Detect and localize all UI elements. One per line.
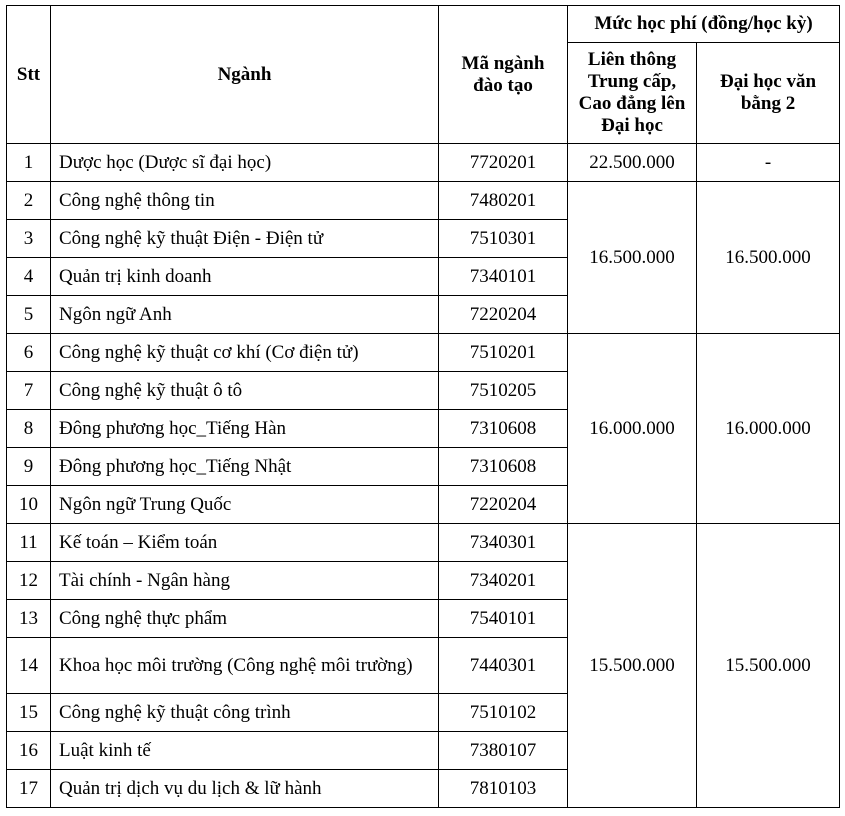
cell-nganh: Công nghệ kỹ thuật Điện - Điện tử: [51, 220, 439, 258]
cell-nganh: Quản trị dịch vụ du lịch & lữ hành: [51, 770, 439, 808]
cell-nganh: Quản trị kinh doanh: [51, 258, 439, 296]
cell-ma-nganh: 7380107: [439, 732, 568, 770]
cell-ma-nganh: 7340201: [439, 562, 568, 600]
cell-ma-nganh: 7510301: [439, 220, 568, 258]
cell-stt: 11: [7, 524, 51, 562]
cell-nganh: Ngôn ngữ Trung Quốc: [51, 486, 439, 524]
cell-stt: 2: [7, 182, 51, 220]
cell-ma-nganh: 7340101: [439, 258, 568, 296]
header-muc-hoc-phi: Mức học phí (đồng/học kỳ): [568, 6, 840, 43]
cell-nganh: Công nghệ kỹ thuật ô tô: [51, 372, 439, 410]
table-row: [7, 144, 840, 182]
cell-ma-nganh: 7540101: [439, 600, 568, 638]
cell-ma-nganh: 7340301: [439, 524, 568, 562]
header-stt: Stt: [7, 6, 51, 144]
cell-nganh: Đông phương học_Tiếng Nhật: [51, 448, 439, 486]
cell-stt: 9: [7, 448, 51, 486]
cell-fee-van-bang-2: 15.500.000: [697, 524, 840, 808]
cell-ma-nganh: 7220204: [439, 296, 568, 334]
cell-stt: 1: [7, 144, 51, 182]
cell-stt: 13: [7, 600, 51, 638]
cell-ma-nganh: 7310608: [439, 410, 568, 448]
document-page: [6, 5, 840, 808]
cell-fee-van-bang-2: -: [697, 144, 840, 182]
cell-stt: 7: [7, 372, 51, 410]
table-row: [7, 524, 840, 562]
cell-ma-nganh: 7510102: [439, 694, 568, 732]
cell-nganh: Công nghệ kỹ thuật cơ khí (Cơ điện tử): [51, 334, 439, 372]
cell-stt: 4: [7, 258, 51, 296]
cell-ma-nganh: 7220204: [439, 486, 568, 524]
cell-ma-nganh: 7310608: [439, 448, 568, 486]
cell-fee-lien-thong: 16.500.000: [568, 182, 697, 334]
cell-nganh: Ngôn ngữ Anh: [51, 296, 439, 334]
cell-stt: 14: [7, 638, 51, 694]
cell-fee-van-bang-2: 16.000.000: [697, 334, 840, 524]
cell-ma-nganh: 7720201: [439, 144, 568, 182]
cell-fee-lien-thong: 16.000.000: [568, 334, 697, 524]
cell-stt: 5: [7, 296, 51, 334]
cell-fee-lien-thong: 15.500.000: [568, 524, 697, 808]
cell-nganh: Kế toán – Kiểm toán: [51, 524, 439, 562]
header-nganh: Ngành: [51, 6, 439, 144]
cell-nganh: Dược học (Dược sĩ đại học): [51, 144, 439, 182]
table-row: [7, 334, 840, 372]
cell-fee-lien-thong: 22.500.000: [568, 144, 697, 182]
cell-stt: 6: [7, 334, 51, 372]
cell-nganh: Luật kinh tế: [51, 732, 439, 770]
cell-nganh: Công nghệ thực phẩm: [51, 600, 439, 638]
header-row-1: [7, 6, 840, 43]
cell-ma-nganh: 7480201: [439, 182, 568, 220]
header-lien-thong: Liên thông Trung cấp, Cao đẳng lên Đại học: [568, 43, 697, 144]
cell-stt: 12: [7, 562, 51, 600]
cell-fee-van-bang-2: 16.500.000: [697, 182, 840, 334]
cell-nganh: Khoa học môi trường (Công nghệ môi trường): [51, 638, 439, 694]
tuition-fee-table: [6, 5, 840, 808]
cell-ma-nganh: 7510205: [439, 372, 568, 410]
cell-nganh: Công nghệ kỹ thuật công trình: [51, 694, 439, 732]
cell-stt: 8: [7, 410, 51, 448]
cell-stt: 10: [7, 486, 51, 524]
cell-nganh: Công nghệ thông tin: [51, 182, 439, 220]
cell-nganh: Đông phương học_Tiếng Hàn: [51, 410, 439, 448]
cell-stt: 16: [7, 732, 51, 770]
cell-nganh: Tài chính - Ngân hàng: [51, 562, 439, 600]
cell-stt: 3: [7, 220, 51, 258]
cell-stt: 15: [7, 694, 51, 732]
header-ma-nganh: Mã ngành đào tạo: [439, 6, 568, 144]
header-van-bang-2: Đại học văn bằng 2: [697, 43, 840, 144]
cell-ma-nganh: 7440301: [439, 638, 568, 694]
cell-ma-nganh: 7510201: [439, 334, 568, 372]
cell-ma-nganh: 7810103: [439, 770, 568, 808]
cell-stt: 17: [7, 770, 51, 808]
table-row: [7, 182, 840, 220]
